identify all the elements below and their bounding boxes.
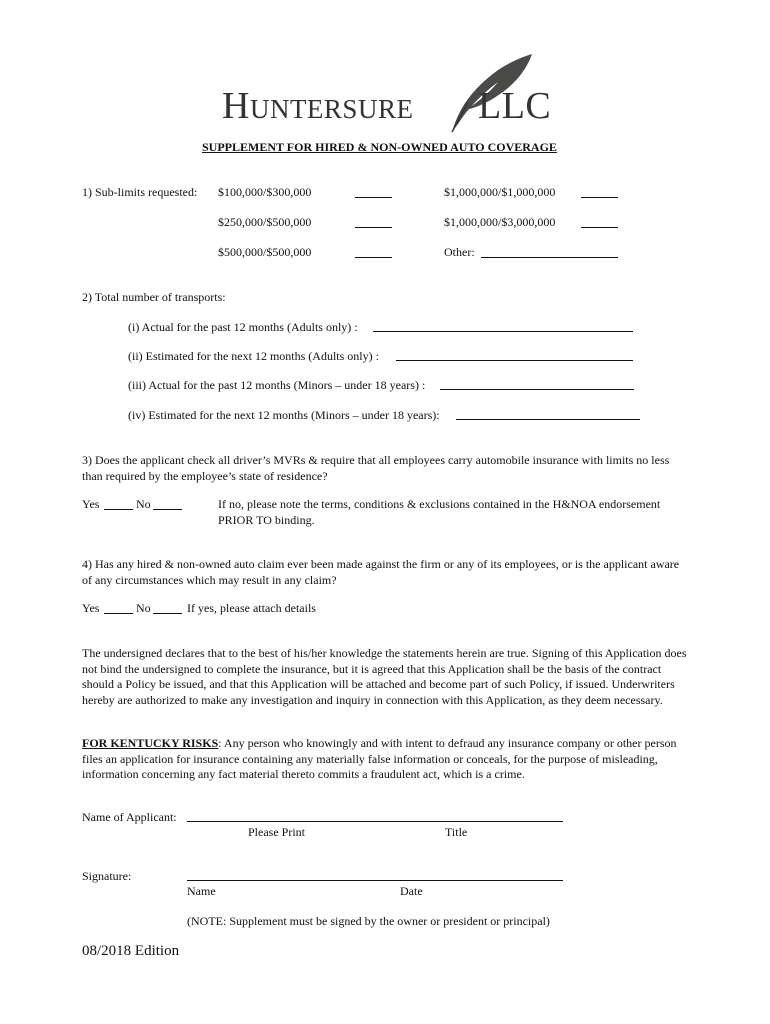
q1-label: 1) Sub-limits requested: [82, 185, 198, 199]
q4-no-blank[interactable] [153, 613, 182, 614]
declaration-paragraph: The undersigned declares that to the best of his/her knowledge the statements herein are true. Signing of this Application does not bind the undersigned to complete the insurance, but it is agreed that this Application shall be the basis of the contract should a Policy be issued, and that this Application will be attached and become part of such Policy, if issued. Underwriters hereby are authorized to make any investigation and inquiry in connection with this Application, as they deem necessary. [82, 646, 687, 707]
q1-blank-250k-500k[interactable] [355, 227, 392, 228]
kentucky-paragraph [82, 736, 696, 783]
date-caption: Date [400, 884, 423, 898]
q1-blank-100k-300k[interactable] [355, 197, 392, 198]
q4-yes-label: Yes [82, 601, 100, 615]
q2-iii-label: (iii) Actual for the past 12 months (Minors – under 18 years) : [128, 378, 426, 392]
q1-option-250k-500k: $250,000/$500,000 [218, 215, 312, 229]
q4-no-label: No [136, 601, 151, 615]
title-caption: Title [445, 825, 468, 839]
q2-iv-label: (iv) Estimated for the next 12 months (Minors – under 18 years): [128, 408, 440, 422]
kentucky-text: : Any person who knowingly and with intent to defraud any insurance company or other person files an application for insurance containing any materially false information or conceals, for the purpose of misleading, information concerning any fact material thereto commits a fraudulent act, which is a crime. [82, 736, 677, 781]
q4-text: 4) Has any hired & non-owned auto claim ever been made against the firm or any of its employees, or is the applicant aware of any circumstances which may result in any claim? [82, 557, 680, 587]
q3-no-blank[interactable] [153, 509, 182, 510]
q3-no-label: No [136, 497, 151, 511]
q1-option-500k-500k: $500,000/$500,000 [218, 245, 312, 259]
q2-ii-blank[interactable] [396, 360, 633, 361]
q1-blank-1m-1m[interactable] [581, 197, 618, 198]
q1-blank-other[interactable] [481, 257, 618, 258]
q1-option-other: Other: [444, 245, 475, 259]
signature-note: (NOTE: Supplement must be signed by the owner or president or principal) [187, 914, 550, 928]
q2-ii-label: (ii) Estimated for the next 12 months (Adults only) : [128, 349, 379, 363]
q1-option-1m-3m: $1,000,000/$3,000,000 [444, 215, 556, 229]
q1-blank-500k-500k[interactable] [355, 257, 392, 258]
q2-iii-blank[interactable] [440, 389, 634, 390]
signature-field[interactable] [187, 880, 563, 881]
q2-iv-blank[interactable] [456, 419, 640, 420]
please-print-caption: Please Print [248, 825, 305, 839]
logo-huntersure: Huntersure [222, 85, 414, 127]
applicant-name-label: Name of Applicant: [82, 810, 177, 824]
q4-yes-blank[interactable] [104, 613, 133, 614]
q2-i-blank[interactable] [373, 331, 633, 332]
logo-llc: LLC [478, 85, 552, 127]
signature-label: Signature: [82, 869, 132, 883]
q2-i-label: (i) Actual for the past 12 months (Adults only) : [128, 320, 358, 334]
q2-label: 2) Total number of transports: [82, 290, 226, 304]
applicant-name-field[interactable] [187, 821, 563, 822]
q1-option-1m-1m: $1,000,000/$1,000,000 [444, 185, 556, 199]
kentucky-heading: FOR KENTUCKY RISKS [82, 736, 219, 750]
q4-note: If yes, please attach details [187, 601, 316, 615]
q1-blank-1m-3m[interactable] [581, 227, 618, 228]
q3-yes-blank[interactable] [104, 509, 133, 510]
q1-option-100k-300k: $100,000/$300,000 [218, 185, 312, 199]
q3-text: 3) Does the applicant check all driver’s MVRs & require that all employees carry automobile insurance with limits no less than required by the employee’s state of residence? [82, 453, 670, 483]
q3-note: If no, please note the terms, conditions & exclusions contained in the H&NOA endorsement PRIOR TO binding. [218, 497, 661, 527]
q3-yes-label: Yes [82, 497, 100, 511]
page-title: SUPPLEMENT FOR HIRED & NON-OWNED AUTO COVERAGE [202, 140, 557, 154]
name-caption: Name [187, 884, 216, 898]
edition-label: 08/2018 Edition [82, 943, 180, 959]
